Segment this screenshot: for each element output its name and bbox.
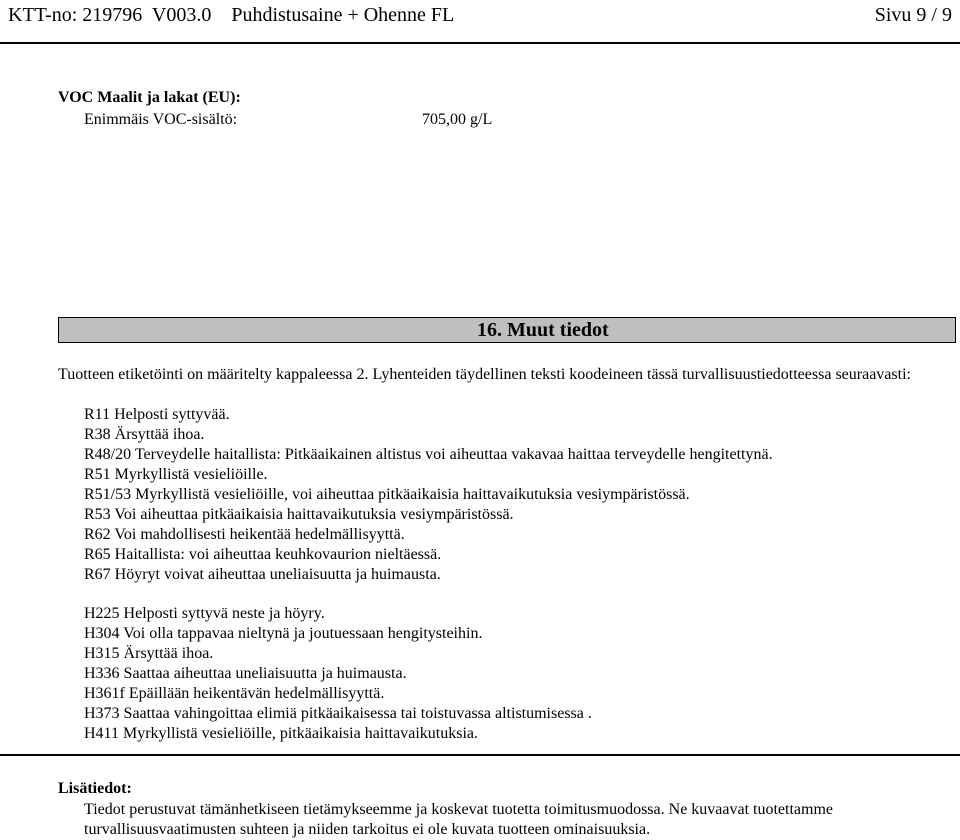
document-id: KTT-no: 219796 V003.0 Puhdistusaine + Ohenne FL [8, 4, 455, 26]
h-phrase-item: H411 Myrkyllistä vesieliöille, pitkäaikaisia haittavaikutuksia. [84, 725, 478, 742]
h-phrase-item: H336 Saattaa aiheuttaa uneliaisuutta ja huimausta. [84, 665, 407, 682]
header-divider [0, 42, 960, 44]
r-phrase-item: R65 Haitallista: voi aiheuttaa keuhkovaurion nieltäessä. [84, 546, 442, 563]
r-phrase-list [84, 405, 773, 585]
additional-info-label: Lisätiedot: [58, 780, 132, 797]
additional-info-text: Tiedot perustuvat tämänhetkiseen tietämykseemme ja koskevat tuotetta toimitusmuodossa. Ne kuvaavat tuotettamme turvallisuusvaatimusten suhteen ja niiden tarkoitus ei ole kuvata tuotteen ominaisuuksia. [84, 801, 834, 838]
r-phrase-item: R51 Myrkyllistä vesieliöille. [84, 466, 268, 483]
intro-paragraph: Tuotteen etiketöinti on määritelty kappaleessa 2. Lyhenteiden täydellinen teksti koodeineen tässä turvallisuustiedotteessa seuraavasti: [58, 366, 911, 383]
section-title: 16. Muut tiedot [477, 319, 609, 341]
r-phrase-item: R62 Voi mahdollisesti heikentää hedelmällisyyttä. [84, 526, 405, 543]
h-phrase-item: H361f Epäillään heikentävän hedelmällisyyttä. [84, 685, 385, 702]
r-phrase-item: R67 Höyryt voivat aiheuttaa uneliaisuutta ja huimausta. [84, 566, 441, 583]
r-phrase-item: R53 Voi aiheuttaa pitkäaikaisia haittavaikutuksia vesiympäristössä. [84, 506, 514, 523]
h-phrase-item: H315 Ärsyttää ihoa. [84, 645, 214, 662]
h-phrase-list [84, 604, 592, 744]
page-header [8, 2, 952, 28]
r-phrase-item: R48/20 Terveydelle haitallista: Pitkäaikainen altistus voi aiheuttaa vakavaa haittaa terveydelle hengitettynä. [84, 446, 773, 463]
h-phrase-item: H373 Saattaa vahingoittaa elimiä pitkäaikaisessa tai toistuvassa altistumisessa . [84, 705, 592, 722]
voc-max-value: 705,00 g/L [422, 111, 493, 128]
section-header-bar [58, 317, 956, 343]
footer-divider [0, 754, 960, 756]
voc-heading: VOC Maalit ja lakat (EU): [58, 89, 241, 106]
r-phrase-item: R38 Ärsyttää ihoa. [84, 426, 205, 443]
h-phrase-item: H304 Voi olla tappavaa nieltynä ja joutuessaan hengitysteihin. [84, 625, 483, 642]
voc-max-label: Enimmäis VOC-sisältö: [84, 111, 238, 128]
h-phrase-item: H225 Helposti syttyvä neste ja höyry. [84, 605, 325, 622]
r-phrase-item: R11 Helposti syttyvää. [84, 406, 230, 423]
r-phrase-item: R51/53 Myrkyllistä vesieliöille, voi aiheuttaa pitkäaikaisia haittavaikutuksia vesiympäristössä. [84, 486, 690, 503]
page-number: Sivu 9 / 9 [874, 4, 952, 26]
